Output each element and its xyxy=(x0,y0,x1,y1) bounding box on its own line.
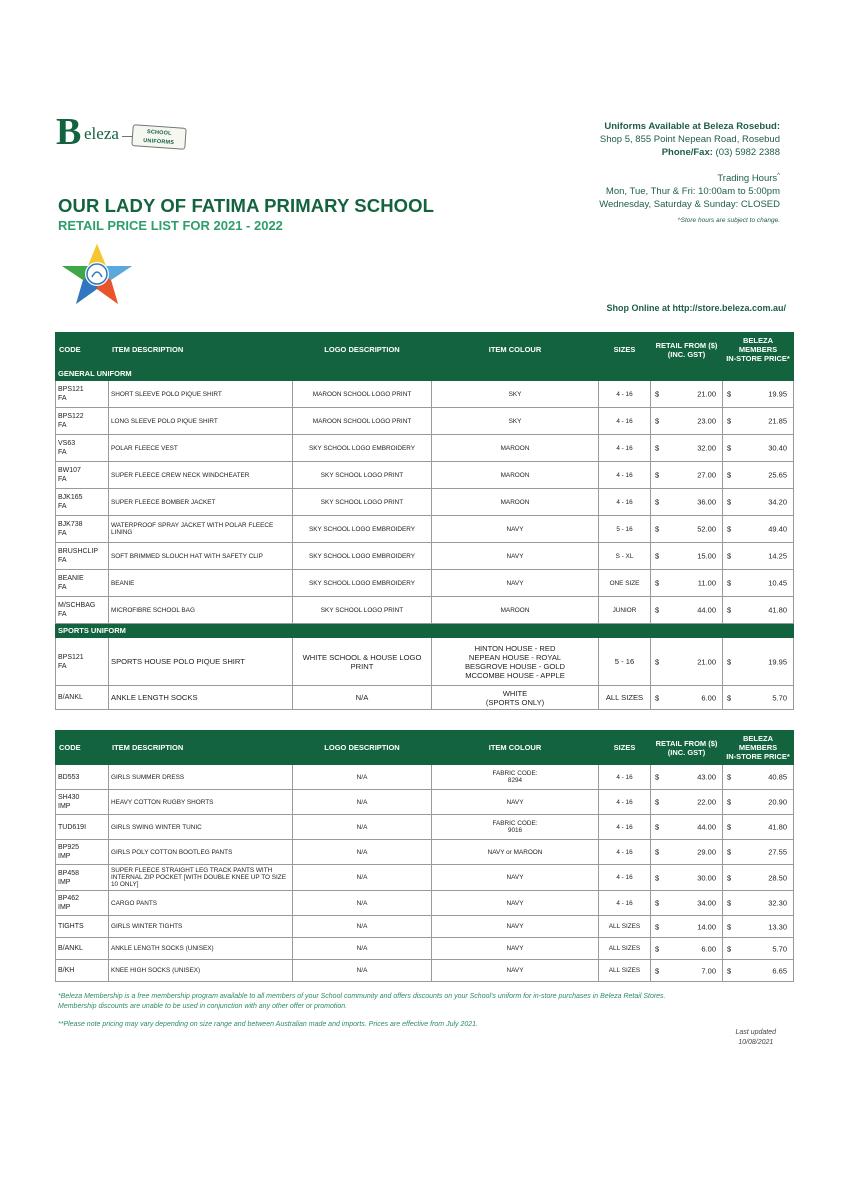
item-description-cell: LONG SLEEVE POLO PIQUE SHIRT xyxy=(109,408,293,435)
sizes-cell: ALL SIZES xyxy=(599,938,651,960)
item-colour-cell: MAROON xyxy=(432,462,599,489)
item-description-cell: HEAVY COTTON RUGBY SHORTS xyxy=(109,790,293,815)
logo-description-cell: N/A xyxy=(293,815,432,840)
footnote-pricing: **Please note pricing may vary depending on size range and between Australian made and imports. Prices are effective from July 2021. xyxy=(58,1021,478,1028)
retail-price-cell xyxy=(651,891,723,916)
member-price-cell xyxy=(723,381,794,408)
code-cell: BW107 FA xyxy=(56,462,109,489)
member-price-cell xyxy=(723,815,794,840)
price-amount: 7.00 xyxy=(701,966,716,975)
price-amount: 41.80 xyxy=(768,822,787,832)
table-row xyxy=(56,570,794,597)
price-amount: 41.80 xyxy=(768,605,787,615)
item-description-cell: GIRLS SWING WINTER TUNIC xyxy=(109,815,293,840)
dollar-sign: $ xyxy=(727,470,732,480)
code-cell: BPS121 FA xyxy=(56,381,109,408)
price-amount: 30.40 xyxy=(768,443,787,453)
item-colour-cell: NAVY or MAROON xyxy=(432,840,599,865)
dollar-sign: $ xyxy=(655,898,660,908)
member-price-cell xyxy=(723,865,794,891)
star-crest-icon xyxy=(60,242,134,306)
member-price-cell xyxy=(723,840,794,865)
retail-price-cell xyxy=(651,938,723,960)
page-title: OUR LADY OF FATIMA PRIMARY SCHOOL xyxy=(58,195,435,216)
code-cell: BP925 IMP xyxy=(56,840,109,865)
logo-description-cell: N/A xyxy=(293,765,432,790)
dollar-sign: $ xyxy=(655,797,660,807)
sizes-cell: 4 - 16 xyxy=(599,408,651,435)
dollar-sign: $ xyxy=(727,443,732,453)
item-colour-cell: FABRIC CODE: 8294 xyxy=(432,765,599,790)
dollar-sign: $ xyxy=(727,416,732,426)
member-price-cell xyxy=(723,489,794,516)
retail-price-cell xyxy=(651,408,723,435)
sizes-cell: 4 - 16 xyxy=(599,815,651,840)
price-amount: 6.00 xyxy=(701,944,716,953)
price-amount: 11.00 xyxy=(697,578,716,588)
trading-heading xyxy=(599,170,780,185)
price-amount: 19.95 xyxy=(768,657,787,666)
item-description-cell: GIRLS POLY COTTON BOOTLEG PANTS xyxy=(109,840,293,865)
trading-heading-mark: ^ xyxy=(777,173,780,179)
sizes-cell: ALL SIZES xyxy=(599,960,651,982)
code-cell: BJK738 FA xyxy=(56,516,109,543)
logo-description-cell: SKY SCHOOL LOGO EMBROIDERY xyxy=(293,516,432,543)
member-price-cell xyxy=(723,686,794,710)
code-cell: BP458 IMP xyxy=(56,865,109,891)
item-colour-cell: SKY xyxy=(432,408,599,435)
item-description-cell: MICROFIBRE SCHOOL BAG xyxy=(109,597,293,624)
item-colour-cell: NAVY xyxy=(432,790,599,815)
table-row xyxy=(56,462,794,489)
sizes-cell: ALL SIZES xyxy=(599,686,651,710)
header-code: CODE xyxy=(56,333,109,367)
section-general-uniform xyxy=(56,367,794,381)
sizes-cell: 4 - 16 xyxy=(599,765,651,790)
retail-price-cell xyxy=(651,543,723,570)
header-code: CODE xyxy=(56,731,109,765)
retail-price-cell xyxy=(651,516,723,543)
table-row xyxy=(56,891,794,916)
item-description-cell: ANKLE LENGTH SOCKS (UNISEX) xyxy=(109,938,293,960)
price-table-secondary xyxy=(55,730,794,982)
code-cell: BPS121 FA xyxy=(56,638,109,686)
logo-description-cell: SKY SCHOOL LOGO EMBROIDERY xyxy=(293,543,432,570)
retail-price-cell xyxy=(651,381,723,408)
price-amount: 27.00 xyxy=(697,470,716,480)
item-description-cell: BEANIE xyxy=(109,570,293,597)
dollar-sign: $ xyxy=(727,847,732,857)
sizes-cell: ONE SIZE xyxy=(599,570,651,597)
item-description-cell: GIRLS WINTER TIGHTS xyxy=(109,916,293,938)
retail-price-cell xyxy=(651,638,723,686)
dollar-sign: $ xyxy=(727,822,732,832)
retail-price-cell xyxy=(651,865,723,891)
code-cell: B/ANKL xyxy=(56,938,109,960)
contact-heading: Uniforms Available at Beleza Rosebud: xyxy=(604,121,780,132)
retail-price-cell xyxy=(651,462,723,489)
dollar-sign: $ xyxy=(655,944,660,953)
dollar-sign: $ xyxy=(727,797,732,807)
item-description-cell: SHORT SLEEVE POLO PIQUE SHIRT xyxy=(109,381,293,408)
code-cell: TIGHTS xyxy=(56,916,109,938)
table-header-row xyxy=(56,333,794,367)
item-description-cell: SUPER FLEECE STRAIGHT LEG TRACK PANTS WITH INTERNAL ZIP POCKET [WITH DOUBLE KNEE UP TO SIZE 10 ONLY] xyxy=(109,865,293,891)
sizes-cell: ALL SIZES xyxy=(599,916,651,938)
item-description-cell: POLAR FLEECE VEST xyxy=(109,435,293,462)
code-cell: BD553 xyxy=(56,765,109,790)
price-table-main xyxy=(55,332,794,710)
logo-wordmark: eleza xyxy=(84,124,119,143)
trading-hours xyxy=(599,170,780,227)
price-amount: 40.85 xyxy=(768,772,787,782)
table-row xyxy=(56,916,794,938)
dollar-sign: $ xyxy=(727,389,732,399)
dollar-sign: $ xyxy=(655,578,660,588)
item-colour-cell: MAROON xyxy=(432,597,599,624)
dollar-sign: $ xyxy=(655,551,660,561)
table-row xyxy=(56,815,794,840)
price-amount: 23.00 xyxy=(697,416,716,426)
retail-price-cell xyxy=(651,597,723,624)
table-row xyxy=(56,765,794,790)
price-amount: 21.00 xyxy=(697,657,716,666)
member-price-cell xyxy=(723,790,794,815)
price-amount: 49.40 xyxy=(768,524,787,534)
dollar-sign: $ xyxy=(655,873,660,882)
dollar-sign: $ xyxy=(655,524,660,534)
table-row xyxy=(56,790,794,815)
table-row xyxy=(56,597,794,624)
member-price-cell xyxy=(723,543,794,570)
header-retail: RETAIL FROM ($) (INC. GST) xyxy=(651,731,723,765)
code-cell: B/KH xyxy=(56,960,109,982)
header-logo: LOGO DESCRIPTION xyxy=(293,731,432,765)
price-amount: 6.00 xyxy=(701,693,716,702)
price-amount: 29.00 xyxy=(697,847,716,857)
logo-description-cell: N/A xyxy=(293,865,432,891)
sizes-cell: 5 - 16 xyxy=(599,638,651,686)
item-colour-cell: NAVY xyxy=(432,570,599,597)
price-amount: 22.00 xyxy=(697,797,716,807)
dollar-sign: $ xyxy=(655,443,660,453)
dollar-sign: $ xyxy=(655,693,660,702)
table-row xyxy=(56,381,794,408)
item-description-cell: SUPER FLEECE BOMBER JACKET xyxy=(109,489,293,516)
logo-description-cell: N/A xyxy=(293,840,432,865)
dollar-sign: $ xyxy=(655,389,660,399)
member-price-cell xyxy=(723,435,794,462)
price-amount: 36.00 xyxy=(697,497,716,507)
table-row xyxy=(56,865,794,891)
price-amount: 6.65 xyxy=(772,966,787,975)
logo-tag xyxy=(131,124,186,150)
dollar-sign: $ xyxy=(655,497,660,507)
dollar-sign: $ xyxy=(727,524,732,534)
dollar-sign: $ xyxy=(727,551,732,561)
contact-phone xyxy=(600,146,780,159)
price-amount: 52.00 xyxy=(697,524,716,534)
table-header-row xyxy=(56,731,794,765)
price-amount: 15.00 xyxy=(697,551,716,561)
price-amount: 44.00 xyxy=(697,822,716,832)
item-description-cell: WATERPROOF SPRAY JACKET WITH POLAR FLEECE LINING xyxy=(109,516,293,543)
sizes-cell: 4 - 16 xyxy=(599,462,651,489)
price-amount: 28.50 xyxy=(768,873,787,882)
trading-note: ^Store hours are subject to change. xyxy=(677,217,780,225)
code-cell: BEANIE FA xyxy=(56,570,109,597)
phone-label: Phone/Fax: xyxy=(661,147,713,158)
table-row xyxy=(56,489,794,516)
header-item: ITEM DESCRIPTION xyxy=(109,731,293,765)
logo-description-cell: N/A xyxy=(293,686,432,710)
member-price-cell xyxy=(723,960,794,982)
member-price-cell xyxy=(723,462,794,489)
price-amount: 30.00 xyxy=(697,873,716,882)
header-item: ITEM DESCRIPTION xyxy=(109,333,293,367)
price-amount: 14.25 xyxy=(768,551,787,561)
sizes-cell: 4 - 16 xyxy=(599,381,651,408)
item-description-cell: SOFT BRIMMED SLOUCH HAT WITH SAFETY CLIP xyxy=(109,543,293,570)
member-price-cell xyxy=(723,765,794,790)
logo-description-cell: SKY SCHOOL LOGO PRINT xyxy=(293,462,432,489)
last-updated-label: Last updated xyxy=(735,1029,776,1036)
price-amount: 5.70 xyxy=(772,944,787,953)
header-retail: RETAIL FROM ($) (INC. GST) xyxy=(651,333,723,367)
logo-letter-b: B xyxy=(56,111,82,153)
table-row xyxy=(56,408,794,435)
logo-description-cell: SKY SCHOOL LOGO PRINT xyxy=(293,489,432,516)
sizes-cell: 4 - 16 xyxy=(599,865,651,891)
price-amount: 20.90 xyxy=(768,797,787,807)
retail-price-cell xyxy=(651,686,723,710)
dollar-sign: $ xyxy=(727,497,732,507)
logo-description-cell: MAROON SCHOOL LOGO PRINT xyxy=(293,381,432,408)
price-amount: 43.00 xyxy=(697,772,716,782)
table-row xyxy=(56,435,794,462)
code-cell: BP462 IMP xyxy=(56,891,109,916)
price-amount: 34.00 xyxy=(697,898,716,908)
retail-price-cell xyxy=(651,815,723,840)
retail-price-cell xyxy=(651,960,723,982)
header-members: BELEZA MEMBERS IN-STORE PRICE* xyxy=(723,731,794,765)
item-colour-cell: WHITE (SPORTS ONLY) xyxy=(432,686,599,710)
shop-online-link[interactable]: Shop Online at http://store.beleza.com.au/ xyxy=(606,303,786,313)
code-cell: TUD619I xyxy=(56,815,109,840)
table-row xyxy=(56,686,794,710)
dollar-sign: $ xyxy=(727,922,732,931)
item-description-cell: KNEE HIGH SOCKS (UNISEX) xyxy=(109,960,293,982)
footnote-membership: *Beleza Membership is a free membership program available to all members of your School community and offers discounts on your School's uniform for in-store purchases in Beleza Retail Stores. Membership discounts are unable to be used in conjunction with any other offer or promotion. xyxy=(58,993,666,1010)
logo-tag-line1: SCHOOL xyxy=(146,129,172,137)
member-price-cell xyxy=(723,516,794,543)
price-amount: 5.70 xyxy=(772,693,787,702)
member-price-cell xyxy=(723,938,794,960)
sizes-cell: 4 - 16 xyxy=(599,489,651,516)
code-cell: BPS122 FA xyxy=(56,408,109,435)
logo-description-cell: SKY SCHOOL LOGO EMBROIDERY xyxy=(293,570,432,597)
trading-line2: Wednesday, Saturday & Sunday: CLOSED xyxy=(599,199,780,211)
item-colour-cell: MAROON xyxy=(432,435,599,462)
table-row xyxy=(56,960,794,982)
dollar-sign: $ xyxy=(655,847,660,857)
dollar-sign: $ xyxy=(655,772,660,782)
price-amount: 10.45 xyxy=(768,578,787,588)
item-colour-cell: FABRIC CODE: 9016 xyxy=(432,815,599,840)
sizes-cell: 4 - 16 xyxy=(599,840,651,865)
dollar-sign: $ xyxy=(727,693,732,702)
phone-value: (03) 5982 2388 xyxy=(712,147,780,158)
item-colour-cell: MAROON xyxy=(432,489,599,516)
price-amount: 19.95 xyxy=(768,389,787,399)
header-sizes: SIZES xyxy=(599,333,651,367)
dollar-sign: $ xyxy=(727,605,732,615)
item-description-cell: ANKLE LENGTH SOCKS xyxy=(109,686,293,710)
member-price-cell xyxy=(723,916,794,938)
item-description-cell: SPORTS HOUSE POLO PIQUE SHIRT xyxy=(109,638,293,686)
dollar-sign: $ xyxy=(727,772,732,782)
table-row xyxy=(56,840,794,865)
member-price-cell xyxy=(723,408,794,435)
sizes-cell: S - XL xyxy=(599,543,651,570)
logo-tag-line2: UNIFORMS xyxy=(143,137,175,147)
retail-price-cell xyxy=(651,790,723,815)
dollar-sign: $ xyxy=(655,470,660,480)
sizes-cell: 4 - 16 xyxy=(599,891,651,916)
table-row xyxy=(56,638,794,686)
member-price-cell xyxy=(723,597,794,624)
sizes-cell: 4 - 16 xyxy=(599,790,651,815)
item-colour-cell: NAVY xyxy=(432,543,599,570)
item-colour-cell: SKY xyxy=(432,381,599,408)
item-description-cell: GIRLS SUMMER DRESS xyxy=(109,765,293,790)
item-colour-cell: NAVY xyxy=(432,960,599,982)
logo-description-cell: N/A xyxy=(293,960,432,982)
code-cell: B/ANKL xyxy=(56,686,109,710)
beleza-logo xyxy=(56,111,196,156)
item-colour-cell: NAVY xyxy=(432,891,599,916)
section-label: SPORTS UNIFORM xyxy=(56,624,794,638)
retail-price-cell xyxy=(651,840,723,865)
item-colour-cell: NAVY xyxy=(432,938,599,960)
member-price-cell xyxy=(723,638,794,686)
logo-description-cell: WHITE SCHOOL & HOUSE LOGO PRINT xyxy=(293,638,432,686)
retail-price-cell xyxy=(651,765,723,790)
trading-heading-text: Trading Hours xyxy=(717,173,778,185)
sizes-cell: 4 - 16 xyxy=(599,435,651,462)
section-label: GENERAL UNIFORM xyxy=(56,367,794,381)
logo-description-cell: MAROON SCHOOL LOGO PRINT xyxy=(293,408,432,435)
dollar-sign: $ xyxy=(655,657,660,666)
price-amount: 14.00 xyxy=(697,922,716,931)
price-amount: 32.30 xyxy=(768,898,787,908)
item-colour-cell: NAVY xyxy=(432,916,599,938)
member-price-cell xyxy=(723,891,794,916)
dollar-sign: $ xyxy=(655,605,660,615)
sizes-cell: JUNIOR xyxy=(599,597,651,624)
page-subtitle: RETAIL PRICE LIST FOR 2021 - 2022 xyxy=(58,218,283,233)
logo-description-cell: N/A xyxy=(293,916,432,938)
table-row xyxy=(56,516,794,543)
code-cell: M/SCHBAG FA xyxy=(56,597,109,624)
code-cell: BJK165 FA xyxy=(56,489,109,516)
retail-price-cell xyxy=(651,435,723,462)
logo-description-cell: N/A xyxy=(293,790,432,815)
section-sports-uniform xyxy=(56,624,794,638)
table-row xyxy=(56,938,794,960)
item-colour-cell: HINTON HOUSE - RED NEPEAN HOUSE - ROYAL BESGROVE HOUSE - GOLD MCCOMBE HOUSE - APPLE xyxy=(432,638,599,686)
logo-description-cell: SKY SCHOOL LOGO PRINT xyxy=(293,597,432,624)
item-description-cell: SUPER FLEECE CREW NECK WINDCHEATER xyxy=(109,462,293,489)
retail-price-cell xyxy=(651,570,723,597)
header-logo: LOGO DESCRIPTION xyxy=(293,333,432,367)
dollar-sign: $ xyxy=(655,822,660,832)
last-updated-date: 10/08/2021 xyxy=(738,1039,774,1046)
header-members: BELEZA MEMBERS IN-STORE PRICE* xyxy=(723,333,794,367)
dollar-sign: $ xyxy=(727,898,732,908)
price-amount: 21.00 xyxy=(697,389,716,399)
header-colour: ITEM COLOUR xyxy=(432,333,599,367)
price-amount: 32.00 xyxy=(697,443,716,453)
item-colour-cell: NAVY xyxy=(432,865,599,891)
logo-description-cell: N/A xyxy=(293,891,432,916)
sizes-cell: 5 - 16 xyxy=(599,516,651,543)
dollar-sign: $ xyxy=(727,873,732,882)
dollar-sign: $ xyxy=(727,944,732,953)
price-amount: 44.00 xyxy=(697,605,716,615)
item-description-cell: CARGO PANTS xyxy=(109,891,293,916)
dollar-sign: $ xyxy=(727,657,732,666)
header-colour: ITEM COLOUR xyxy=(432,731,599,765)
price-amount: 21.85 xyxy=(768,416,787,426)
code-cell: VS63 FA xyxy=(56,435,109,462)
price-amount: 25.65 xyxy=(768,470,787,480)
logo-description-cell: N/A xyxy=(293,938,432,960)
dollar-sign: $ xyxy=(655,922,660,931)
price-amount: 34.20 xyxy=(768,497,787,507)
dollar-sign: $ xyxy=(727,578,732,588)
header-sizes: SIZES xyxy=(599,731,651,765)
retail-price-cell xyxy=(651,489,723,516)
price-amount: 13.30 xyxy=(768,922,787,931)
member-price-cell xyxy=(723,570,794,597)
dollar-sign: $ xyxy=(655,416,660,426)
retail-price-cell xyxy=(651,916,723,938)
last-updated xyxy=(736,1028,776,1048)
trading-line1: Mon, Tue, Thur & Fri: 10:00am to 5:00pm xyxy=(605,186,780,198)
code-cell: BRUSHCLIP FA xyxy=(56,543,109,570)
code-cell: SH430 IMP xyxy=(56,790,109,815)
logo-description-cell: SKY SCHOOL LOGO EMBROIDERY xyxy=(293,435,432,462)
store-contact xyxy=(600,120,780,159)
dollar-sign: $ xyxy=(727,966,732,975)
price-amount: 27.55 xyxy=(768,847,787,857)
dollar-sign: $ xyxy=(655,966,660,975)
table-row xyxy=(56,543,794,570)
item-colour-cell: NAVY xyxy=(432,516,599,543)
contact-address: Shop 5, 855 Point Nepean Road, Rosebud xyxy=(599,134,780,145)
